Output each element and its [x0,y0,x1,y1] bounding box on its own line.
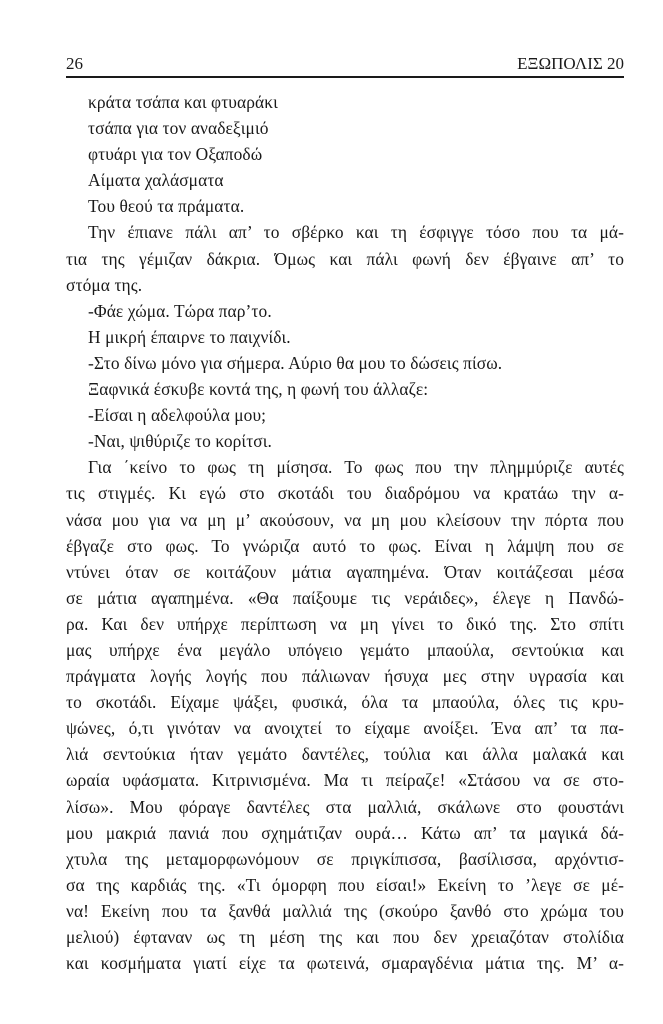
dialogue-line: -Ναι, ψιθύριζε το κορίτσι. [88,431,273,452]
verse-line: κράτα τσάπα και φτυαράκι [88,92,278,112]
verse-line: φτυάρι για τον Οξαποδώ [88,144,263,165]
paragraph-line: ρα. Και δεν υπήρχε περίπτωση να μη γίνει το δικό της. Στο σπίτι [66,613,624,634]
paragraph-line: σα της καρδιάς της. «Τι όμορφη που είσαι!» Εκείνη το ’λεγε σε μέ- [66,874,624,895]
paragraph-line: ντύνει όταν σε κοιτάζουν μάτια αγαπημένα. Όταν κοιτάζεσαι μέσα [66,561,624,582]
running-header [66,54,624,78]
page-number: 26 [66,54,83,73]
paragraph-line: τις στιγμές. Κι εγώ στο σκοτάδι του διαδρόμου να κρατάω την α- [66,483,624,504]
paragraph-line: λίσω». Μου φόραγε δαντέλες στα μαλλιά, σκάλωνε στο φουστάνι [66,796,624,817]
paragraph-line: και κοσμήματα γιατί είχε τα φωτεινά, σμαραγδένια μάτια της. Μ’ α- [66,953,624,974]
paragraph-line: Η μικρή έπαιρνε το παιχνίδι. [88,326,291,347]
paragraph-line: ψώνες, ό,τι γινόταν να ανοιχτεί το είχαμε ανοίξει. Ένα απ’ τα πα- [66,718,624,739]
dialogue-line: -Στο δίνω μόνο για σήμερα. Αύριο θα μου το δώσεις πίσω. [88,352,503,373]
paragraph-line: τια της γέμιζαν δάκρια. Όμως και πάλι φωνή δεν έβγαινε απ’ το [66,248,624,269]
paragraph-line: μας υπήρχε ένα μεγάλο υπόγειο γεμάτο μπαούλα, σεντούκια και [66,639,624,660]
paragraph-line: μελιού) έφταναν ως τη μέση της και που δεν χρειαζόταν στολίδια [66,927,624,947]
paragraph-line: Για ΄κείνο το φως τη μίσησα. Το φως που την πλημμύριζε αυτές [88,457,624,478]
paragraph-line: μου μακριά πανιά που σχημάτιζαν ουρά… Κάτω απ’ τα μαγικά δά- [66,822,624,843]
book-page [66,54,624,976]
paragraph-line: ωραία υφάσματα. Κιτρινισμένα. Μα τι πείραζε! «Στάσου να σε στο- [66,770,624,791]
paragraph-line: πράγματα λογής λογής που πάλιωναν ήσυχα μες στην υγρασία και [66,666,624,687]
paragraph-line: Ξαφνικά έσκυβε κοντά της, η φωνή του άλλαζε: [88,379,429,400]
paragraph-line: λιά σεντούκια ήταν γεμάτο δαντέλες, τούλια και άλλα μαλακά και [66,744,624,765]
body-text [66,89,624,976]
dialogue-line: -Φάε χώμα. Τώρα παρ’το. [88,300,272,321]
running-title: ΕΞΩΠΟΛΙΣ 20 [517,54,624,73]
paragraph-line: νάσα μου για να μη μ’ ακούσουν, να μη μου κλείσουν την πόρτα που [66,509,624,530]
dialogue-line: -Είσαι η αδελφούλα μου; [88,405,267,426]
paragraph-line: Την έπιανε πάλι απ’ το σβέρκο και τη έσφιγγε τόσο που τα μά- [88,222,624,243]
paragraph-line: σε μάτια αγαπημένα. «Θα παίξουμε τις νεράιδες», έλεγε η Πανδώ- [66,587,624,608]
verse-line: Του θεού τα πράματα. [88,196,245,217]
paragraph-line: να! Εκείνη που τα ξανθά μαλλιά της (σκούρο ξανθό στο χρώμα του [66,900,624,921]
verse-line: τσάπα για τον αναδεξιμιό [88,118,269,139]
paragraph-line: στόμα της. [66,274,143,295]
paragraph-line: το σκοτάδι. Είχαμε ψάξει, φυσικά, όλα τα μπαούλα, όλες τις κρυ- [66,692,624,713]
paragraph-line: έβγαζε στο φως. Το γνώριζα αυτό το φως. Είναι η λάμψη που σε [66,535,624,556]
paragraph-line: χτυλα της μεταμορφωνόμουν σε πριγκίπισσα, βασίλισσα, αρχόντισ- [66,848,624,869]
verse-line: Αίματα χαλάσματα [88,170,224,191]
